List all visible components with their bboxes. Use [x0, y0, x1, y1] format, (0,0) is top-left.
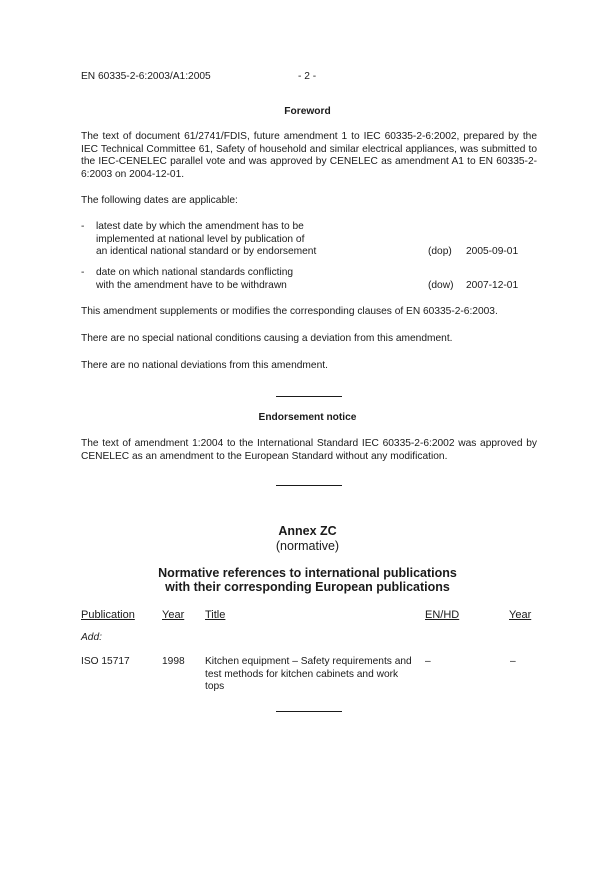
column-header-title: Title	[205, 609, 226, 621]
column-header-year: Year	[162, 609, 185, 621]
annex-subtitle: (normative)	[275, 539, 340, 553]
dates-item-dow	[96, 267, 346, 292]
foreword-heading: Foreword	[284, 106, 331, 117]
dop-date: 2005-09-01	[466, 246, 519, 257]
foreword-paragraph-1: The text of document 61/2741/FDIS, future amendment 1 to IEC 60335-2-6:2002, prepared by the IEC Technical Committee 61, Safety of household and similar electrical appliances, was submitted to the IEC-CENELEC parallel vote and was approved by CENELEC as amendment A1 to EN 60335-2-6:2003 on 2004-12-01.	[81, 131, 537, 180]
row-publication: ISO 15717	[81, 656, 130, 667]
annex-heading-line-1: Normative references to international publications	[158, 566, 457, 580]
page-number: - 2 -	[298, 71, 317, 82]
foreword-paragraph-3: There are no special national conditions causing a deviation from this amendment.	[81, 333, 453, 344]
foreword-paragraph-4: There are no national deviations from this amendment.	[81, 360, 328, 371]
row-en-hd: –	[425, 656, 431, 667]
dop-code: (dop)	[428, 246, 452, 257]
annex-title: Annex ZC	[278, 524, 337, 538]
row-title-line: Kitchen equipment – Safety requirements and	[205, 656, 412, 667]
column-header-publication: Publication	[81, 609, 135, 621]
section-divider	[276, 485, 342, 486]
row-title-line: tops	[205, 681, 225, 693]
dow-code: (dow)	[428, 280, 454, 291]
dates-item-dop	[96, 221, 346, 259]
column-header-en-hd: EN/HD	[425, 609, 460, 621]
annex-heading-line-2: with their corresponding European publications	[165, 580, 450, 594]
dates-item-line: with the amendment have to be withdrawn	[96, 279, 287, 291]
dates-intro: The following dates are applicable:	[81, 195, 238, 206]
list-bullet: -	[81, 267, 85, 278]
section-divider	[276, 396, 342, 397]
dates-item-line: latest date by which the amendment has to be	[96, 221, 304, 232]
row-title-line: test methods for kitchen cabinets and work	[205, 668, 399, 680]
column-header-year-2: Year	[509, 609, 532, 621]
dow-date: 2007-12-01	[466, 280, 519, 291]
row-year: 1998	[162, 656, 185, 667]
dates-item-line: date on which national standards conflicting	[96, 267, 294, 278]
row-title	[205, 656, 420, 694]
dates-item-line: implemented at national level by publication of	[96, 233, 305, 245]
row-year-2: –	[510, 656, 516, 667]
dates-item-line: an identical national standard or by endorsement	[96, 246, 317, 258]
add-label: Add:	[81, 632, 102, 643]
list-bullet: -	[81, 221, 85, 232]
endorsement-heading: Endorsement notice	[258, 412, 357, 423]
foreword-paragraph-2: This amendment supplements or modifies the corresponding clauses of EN 60335-2-6:2003.	[81, 306, 498, 317]
document-id: EN 60335-2-6:2003/A1:2005	[81, 71, 211, 82]
section-divider	[276, 711, 342, 712]
endorsement-text: The text of amendment 1:2004 to the International Standard IEC 60335-2-6:2002 was approved by CENELEC as an amendment to the European Standard without any modification.	[81, 438, 537, 462]
